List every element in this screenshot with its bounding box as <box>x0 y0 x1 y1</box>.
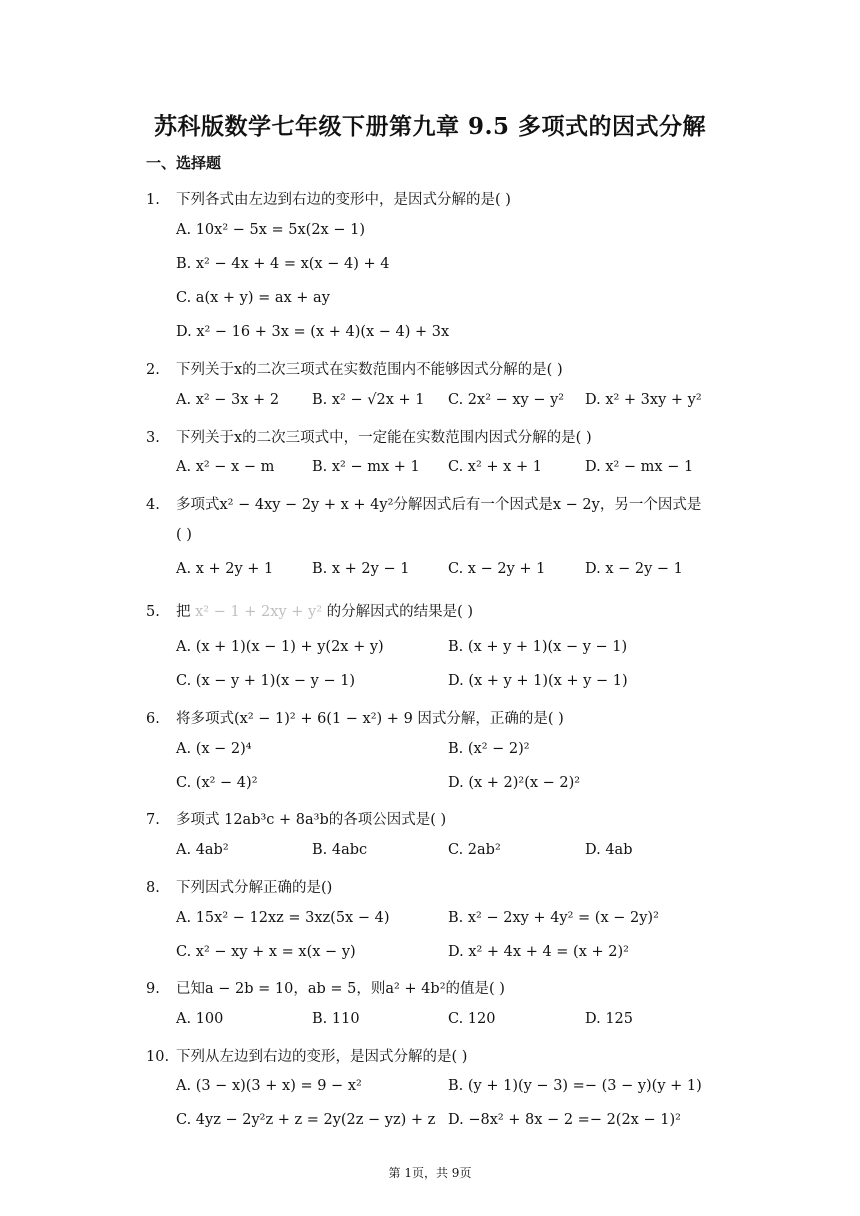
question-stem: 下列关于x的二次三项式中，一定能在实数范围内因式分解的是( ) <box>176 430 592 446</box>
question-1 <box>146 188 511 209</box>
option-b: B. x² − √2x + 1 <box>312 392 425 408</box>
faint-expression: x² − 1 + 2xy + y² <box>195 604 323 620</box>
option-a: A. 4ab² <box>176 842 229 858</box>
question-2 <box>146 358 563 379</box>
option-b: B. x² − mx + 1 <box>312 459 420 475</box>
section-heading: 一、选择题 <box>146 154 222 172</box>
question-stem: 多项式x² − 4xy − 2y + x + 4y²分解因式后有一个因式是x − 2y，另一个因式是 <box>176 497 702 513</box>
question-stem: 下列从左边到右边的变形，是因式分解的是( ) <box>176 1049 468 1065</box>
question-number: 2. <box>146 362 160 378</box>
option-d: D. 125 <box>585 1011 634 1027</box>
option-c: C. 120 <box>448 1011 496 1027</box>
option-a: A. (x − 2)⁴ <box>176 741 252 757</box>
question-5 <box>146 600 473 621</box>
option-b: B. x² − 2xy + 4y² = (x − 2y)² <box>448 910 659 926</box>
option-b: B. x² − 4x + 4 = x(x − 4) + 4 <box>176 256 390 272</box>
option-d: D. 4ab <box>585 842 633 858</box>
option-d: D. x² − 16 + 3x = (x + 4)(x − 4) + 3x <box>176 324 450 340</box>
question-number: 10. <box>146 1049 170 1065</box>
question-stem-prefix: 把 <box>176 604 191 620</box>
question-stem: 下列各式由左边到右边的变形中，是因式分解的是( ) <box>176 192 511 208</box>
option-b: B. 110 <box>312 1011 360 1027</box>
option-c: C. 2x² − xy − y² <box>448 392 565 408</box>
question-number: 3. <box>146 430 160 446</box>
question-6 <box>146 707 564 728</box>
option-a: A. (3 − x)(3 + x) = 9 − x² <box>176 1078 362 1094</box>
option-b: B. (x + y + 1)(x − y − 1) <box>448 639 628 655</box>
option-a: A. (x + 1)(x − 1) + y(2x + y) <box>176 639 384 655</box>
option-c: C. (x − y + 1)(x − y − 1) <box>176 673 356 689</box>
question-9 <box>146 977 505 998</box>
question-stem: 将多项式(x² − 1)² + 6(1 − x²) + 9 因式分解，正确的是( ) <box>176 711 564 727</box>
question-stem: 已知a − 2b = 10，ab = 5，则a² + 4b²的值是( ) <box>176 981 505 997</box>
question-3 <box>146 426 592 447</box>
option-c: C. 2ab² <box>448 842 501 858</box>
question-number: 9. <box>146 981 160 997</box>
question-stem-suffix: 的分解因式的结果是( ) <box>326 604 474 620</box>
page-title: 苏科版数学七年级下册第九章 9.5 多项式的因式分解 <box>153 113 707 140</box>
option-d: D. x² − mx − 1 <box>585 459 694 475</box>
option-d: D. (x + y + 1)(x + y − 1) <box>448 673 628 689</box>
option-a: A. 15x² − 12xz = 3xz(5x − 4) <box>176 910 390 926</box>
question-8 <box>146 876 332 897</box>
option-d: D. x − 2y − 1 <box>585 561 683 577</box>
page-footer: 第 1页，共 9页 <box>388 1166 472 1180</box>
option-a: A. 10x² − 5x = 5x(2x − 1) <box>176 222 365 238</box>
option-b: B. (y + 1)(y − 3) =− (3 − y)(y + 1) <box>448 1078 702 1094</box>
option-d: D. x² + 4x + 4 = (x + 2)² <box>448 944 629 960</box>
option-d: D. x² + 3xy + y² <box>585 392 702 408</box>
option-a: A. x² − x − m <box>176 459 275 475</box>
option-c: C. 4yz − 2y²z + z = 2y(2z − yz) + z <box>176 1112 436 1128</box>
question-number: 6. <box>146 711 160 727</box>
question-number: 1. <box>146 192 160 208</box>
option-c: C. x² + x + 1 <box>448 459 542 475</box>
option-b: B. 4abc <box>312 842 368 858</box>
option-d: D. (x + 2)²(x − 2)² <box>448 775 581 791</box>
question-number: 7. <box>146 812 160 828</box>
question-stem: 下列因式分解正确的是() <box>176 880 333 896</box>
question-number: 5. <box>146 604 160 620</box>
option-a: A. 100 <box>176 1011 224 1027</box>
option-a: A. x² − 3x + 2 <box>176 392 280 408</box>
option-c: C. a(x + y) = ax + ay <box>176 290 330 306</box>
option-c: C. (x² − 4)² <box>176 775 258 791</box>
question-4 <box>146 493 701 514</box>
question-stem: 下列关于x的二次三项式在实数范围内不能够因式分解的是( ) <box>176 362 563 378</box>
option-b: B. x + 2y − 1 <box>312 561 410 577</box>
question-10 <box>146 1045 467 1066</box>
option-b: B. (x² − 2)² <box>448 741 530 757</box>
option-c: C. x² − xy + x = x(x − y) <box>176 944 356 960</box>
option-c: C. x − 2y + 1 <box>448 561 546 577</box>
question-7 <box>146 808 446 829</box>
question-number: 4. <box>146 497 160 513</box>
question-stem-continuation: ( ) <box>176 527 192 543</box>
option-d: D. −8x² + 8x − 2 =− 2(2x − 1)² <box>448 1112 681 1128</box>
question-number: 8. <box>146 880 160 896</box>
option-a: A. x + 2y + 1 <box>176 561 274 577</box>
question-stem: 多项式 12ab³c + 8a³b的各项公因式是( ) <box>176 812 447 828</box>
